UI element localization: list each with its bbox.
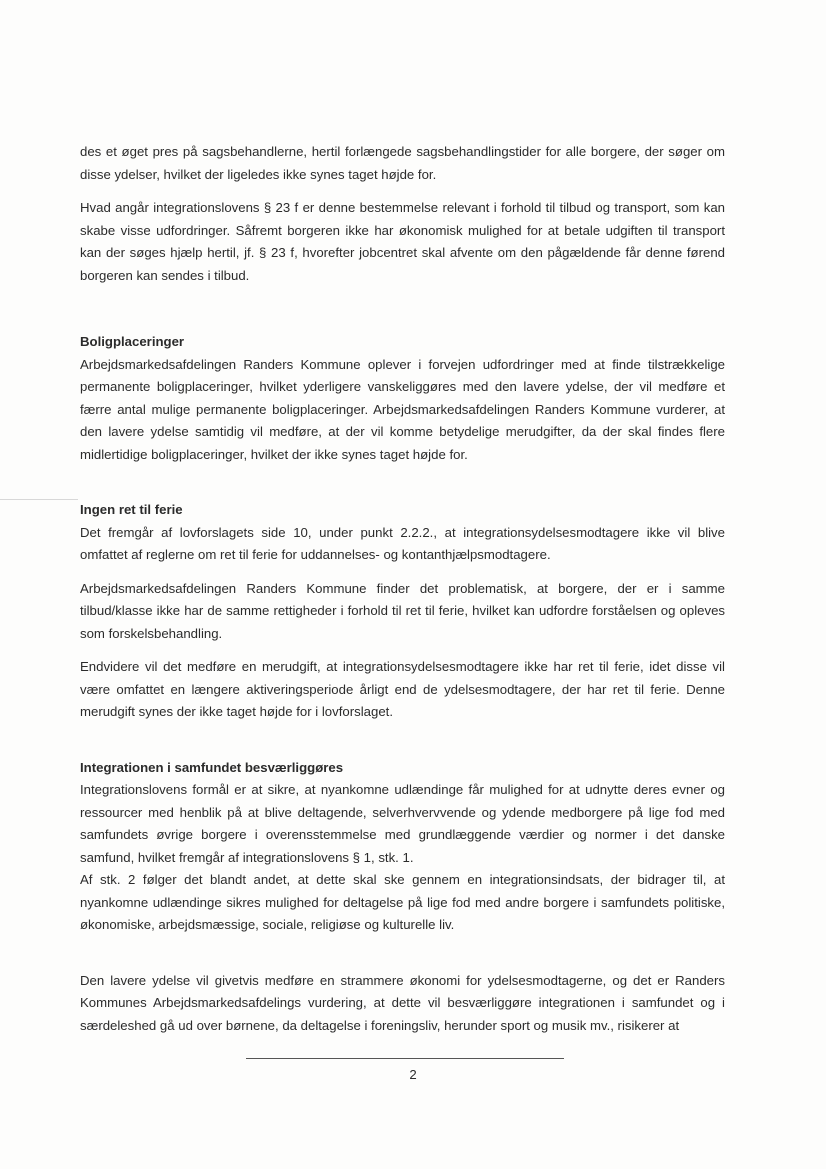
section-title-ferie: Ingen ret til ferie xyxy=(80,502,183,517)
section-text-ferie-2: Arbejdsmarkedsafdelingen Randers Kommune finder det problematisk, at borgere, der er i samme tilbud/klasse ikke har de samme rettigheder i forhold til ret til ferie, hvilket kan udfordre forståelsen og opleves som forskelsbehandling. xyxy=(80,580,725,641)
section-text-integration-3: Den lavere ydelse vil givetvis medføre en strammere økonomi for ydelsesmodtagerne, og det er Randers Kommunes Arbejdsmarkedsafdelings vurdering, at dette vil besværliggøre integrationen i samfundet og i særdeleshed gå ud over børnene, da deltagelse i foreningsliv, herunder sport og musik mv., risikerer at xyxy=(80,972,725,1033)
page-number: 2 xyxy=(409,1067,417,1082)
section-text-integration-2: Af stk. 2 følger det blandt andet, at dette skal ske gennem en integrationsindsats, der bidrager til, at nyankomne udlændinge sikres mulighed for deltagelse på lige fod med andre borgere i samfundets politiske, økonomiske, arbejdsmæssige, sociale, religiøse og kulturelle liv. xyxy=(80,872,725,932)
section-title-boligplaceringer: Boligplaceringer xyxy=(80,334,185,349)
paragraph-continuation: des et øget pres på sagsbehandlerne, hertil forlængede sagsbehandlingstider for alle borgere, der søger om disse ydelser, hvilket der ligeledes ikke synes taget højde for. xyxy=(80,144,725,182)
section-title-integration: Integrationen i samfundet besværliggøres xyxy=(80,759,344,775)
page-body xyxy=(80,141,725,1037)
scan-artifact-line xyxy=(0,499,78,500)
section-text-ferie-1: Det fremgår af lovforslagets side 10, under punkt 2.2.2., at integrationsydelsesmodtagere ikke vil blive omfattet af reglerne om ret til ferie for uddannelses- og kontanthjælpsmodtagere. xyxy=(80,524,725,562)
section-text-integration-1: Integrationslovens formål er at sikre, at nyankomne udlændinge får mulighed for at udnytte deres evner og ressourcer med henblik på at blive deltagende, selverhvervvende og ydende medborgere på lige fod med samfundets øvrige borgere i overensstemmelse med grundlæggende værdier og normer i det danske samfund, hvilket fremgår af integrationslovens § 1, stk. 1. xyxy=(80,782,725,865)
paragraph-integrationslov-23f: Hvad angår integrationslovens § 23 f er denne bestemmelse relevant i forhold til tilbud og transport, som kan skabe visse udfordringer. Såfremt borgeren ikke har økonomisk mulighed for at betale udgiften til transport kan der søges hjælp hertil, jf. § 23 f, hvorefter jobcentret skal afvente om den pågældende får denne førend borgeren kan sendes i tilbud. xyxy=(80,200,725,283)
section-text-boligplaceringer: Arbejdsmarkedsafdelingen Randers Kommune oplever i forvejen udfordringer med at finde tilstrækkelige permanente boligplaceringer, hvilket yderligere vanskeliggøres med den lavere ydelse, der vil medføre et færre antal mulige permanente boligplaceringer. Arbejdsmarkedsafdelingen Randers Kommune vurderer, at den lavere ydelse samtidig vil medføre, at der vil komme betydelige merudgifter, da der skal findes flere midlertidige boligplaceringer, hvilket der ikke synes taget højde for. xyxy=(80,356,725,462)
section-text-ferie-3: Endvidere vil det medføre en merudgift, at integrationsydelsesmodtagere ikke har ret til ferie, idet disse vil være omfattet en længere aktiveringsperiode årligt end de ydelsesmodtagere, der har ret til ferie. Denne merudgift synes der ikke taget højde for i lovforslaget. xyxy=(80,659,725,719)
footer-divider xyxy=(246,1058,564,1059)
